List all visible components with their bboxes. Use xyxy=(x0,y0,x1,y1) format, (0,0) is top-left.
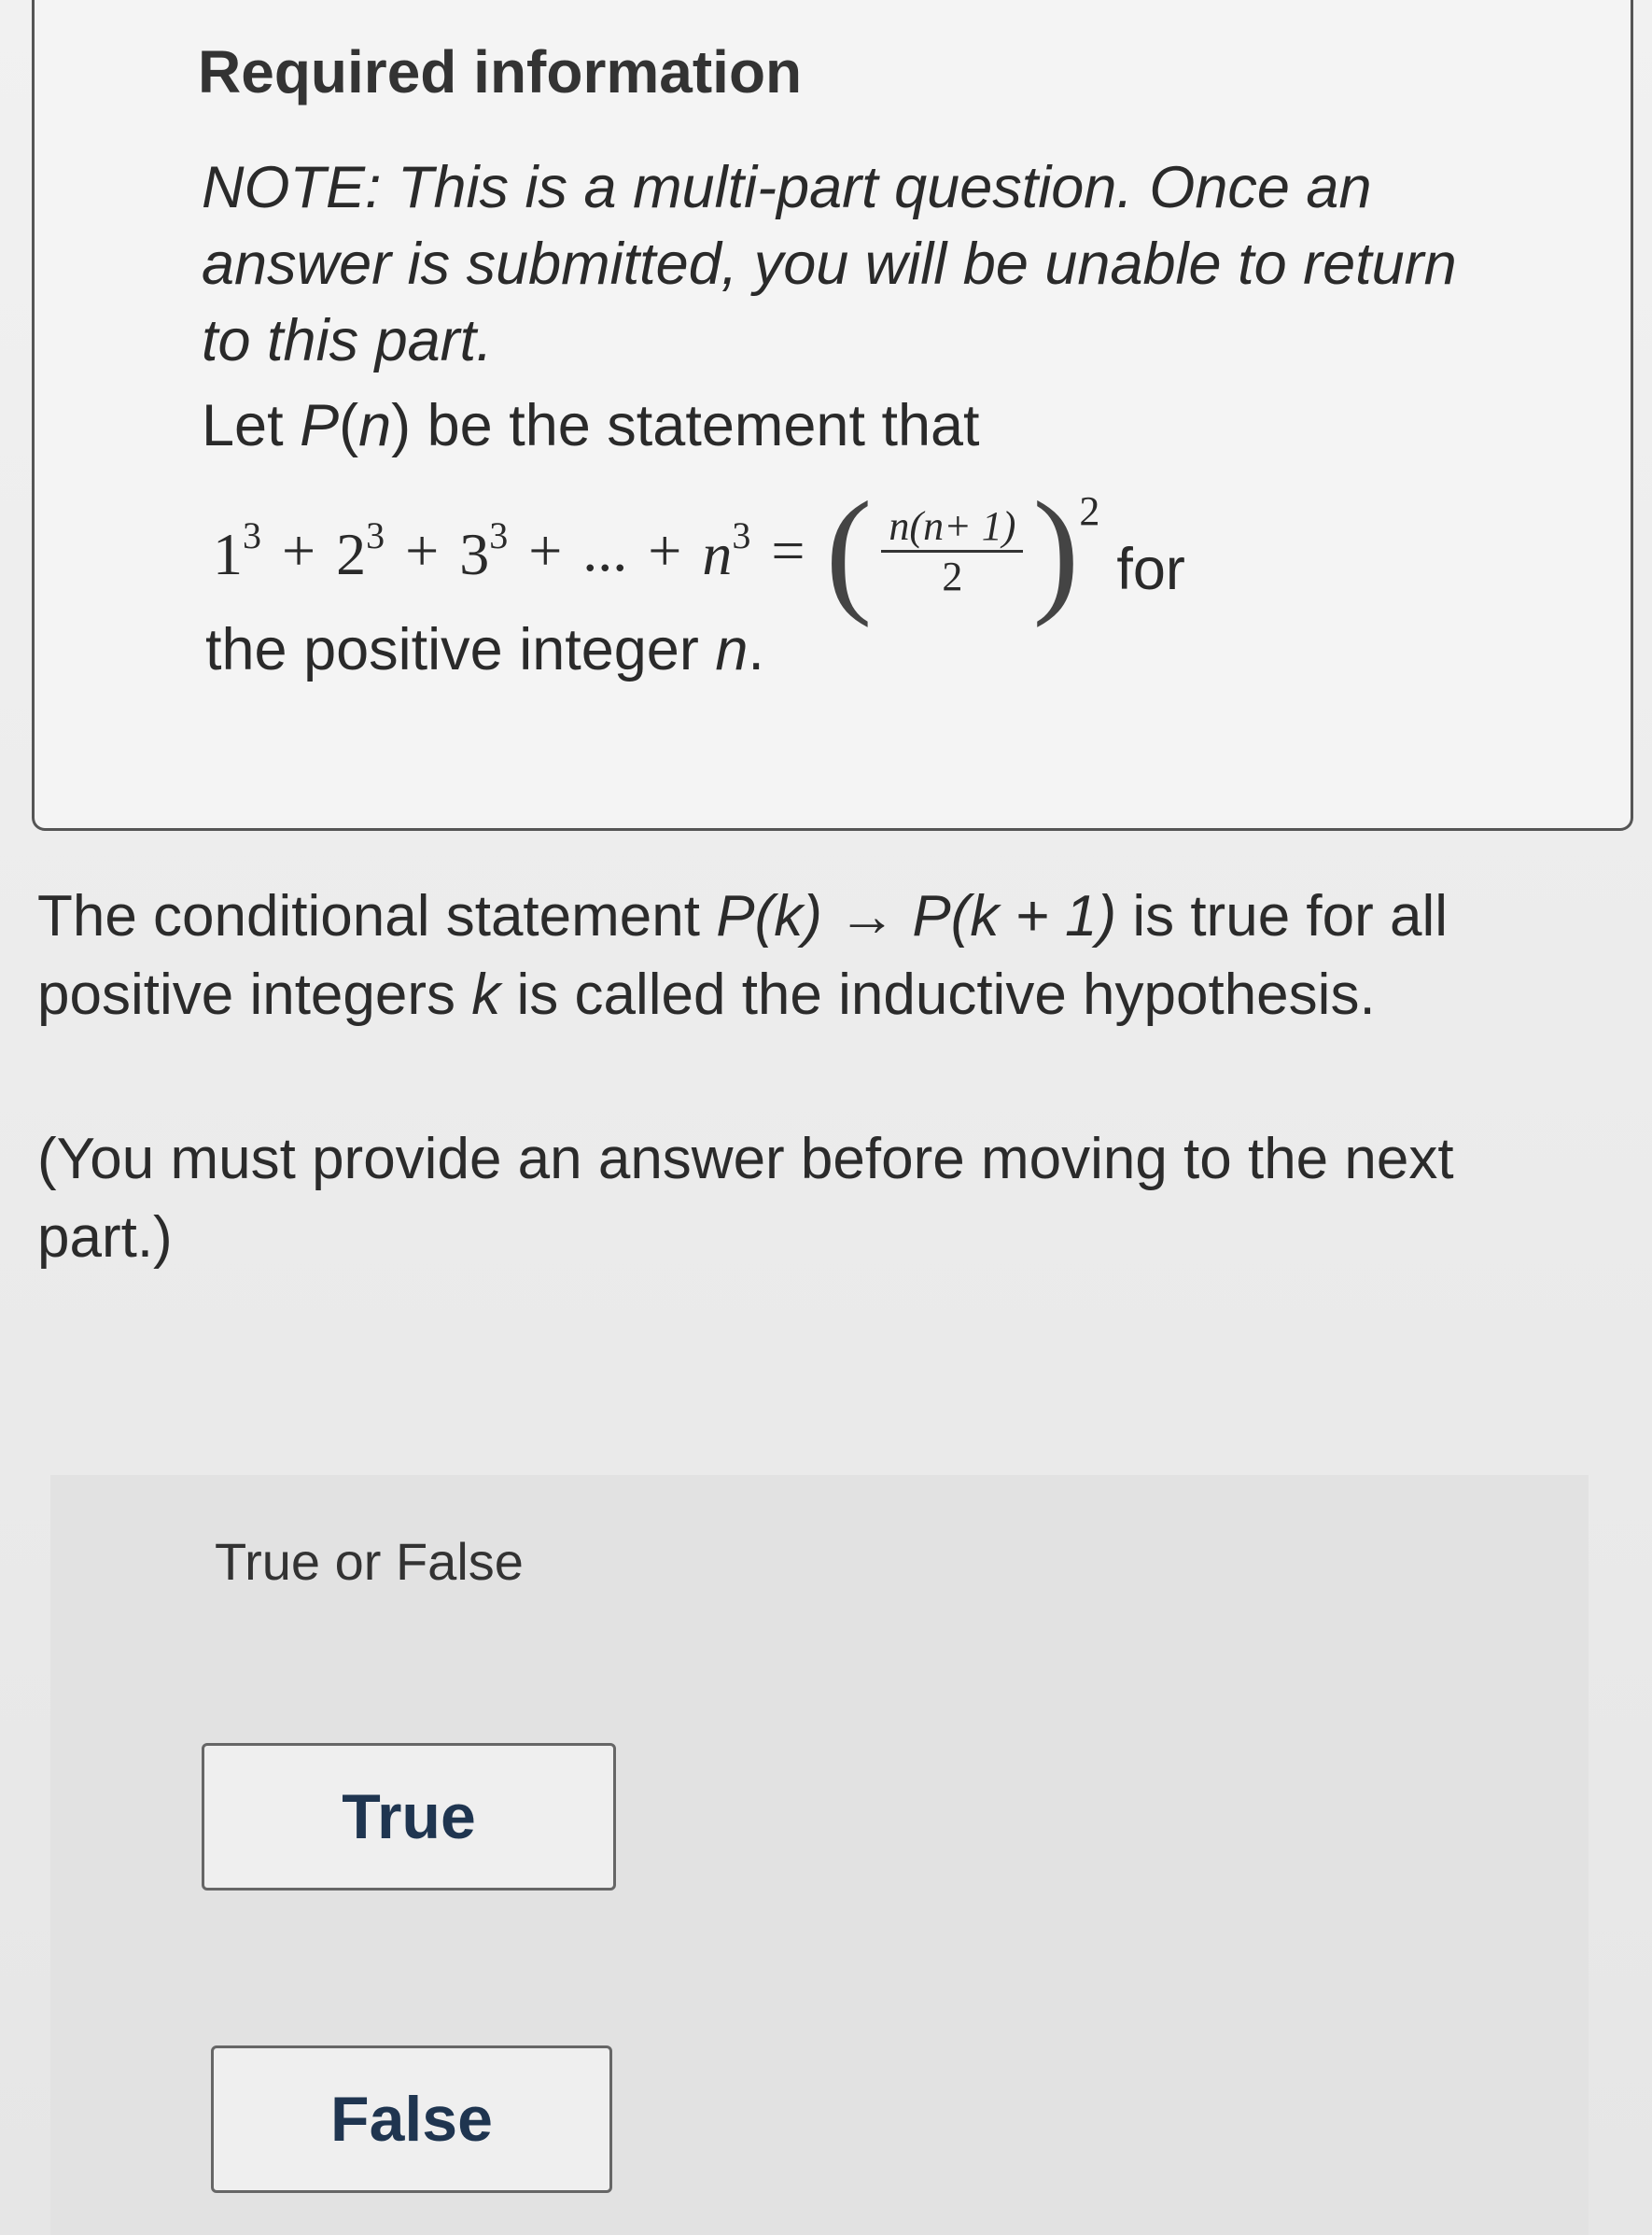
term-2: $2^3$ xyxy=(336,513,385,587)
for-word: for xyxy=(1116,537,1185,602)
false-button[interactable]: False xyxy=(211,2045,612,2193)
p-of-k: P(k) xyxy=(716,884,822,949)
plus-sign: + xyxy=(405,517,440,583)
fraction-denominator: 2 xyxy=(942,553,963,599)
function-p: P xyxy=(300,393,340,458)
fraction xyxy=(881,502,1023,600)
right-paren: ) xyxy=(1032,473,1080,628)
fraction-numerator: n(n+ 1) xyxy=(881,502,1023,553)
plus-sign: + xyxy=(282,517,316,583)
positive-integer-text: the positive integer xyxy=(205,617,716,682)
answer-instruction: (You must provide an answer before moving to the next part.) xyxy=(37,1127,1454,1270)
term-3: $3^3$ xyxy=(459,513,509,587)
equals-sign: = xyxy=(771,517,805,583)
plus-sign: + xyxy=(528,517,563,583)
required-information-title: Required information xyxy=(198,38,803,105)
true-or-false-prompt: True or False xyxy=(215,1532,524,1591)
statement-text: be the statement that xyxy=(411,393,980,458)
sum-of-cubes-formula xyxy=(213,473,1185,628)
question-part-1: The conditional statement xyxy=(37,884,717,949)
term-1: $1^3$ xyxy=(213,513,261,587)
paren-open: ( xyxy=(339,393,359,458)
variable-n: n xyxy=(358,393,392,458)
paren-close: ) xyxy=(391,393,412,458)
question-part-2: is true for all positive integers xyxy=(37,884,1449,1027)
answer-panel xyxy=(50,1475,1589,2235)
let-text: Let xyxy=(202,393,301,458)
multi-part-note: NOTE: This is a multi-part question. Once an answer is submitted, you will be unable to return to this part. xyxy=(202,155,1457,373)
period: . xyxy=(748,617,764,682)
question-text xyxy=(37,878,1568,1034)
variable-k: k xyxy=(471,963,501,1027)
outer-exponent: 2 xyxy=(1079,488,1100,534)
question-part-3: is called the inductive hypothesis. xyxy=(500,963,1376,1027)
left-paren: ( xyxy=(825,473,873,628)
statement-intro xyxy=(202,392,980,459)
plus-sign: + xyxy=(648,517,682,583)
implies-arrow: → xyxy=(821,884,913,949)
term-n: $n^3$ xyxy=(702,513,751,587)
p-of-k-plus-1: P(k + 1) xyxy=(912,884,1117,949)
true-button[interactable]: True xyxy=(202,1743,616,1891)
positive-integer-line xyxy=(205,616,764,683)
ellipsis: ... xyxy=(582,517,628,583)
variable-n: n xyxy=(715,617,749,682)
